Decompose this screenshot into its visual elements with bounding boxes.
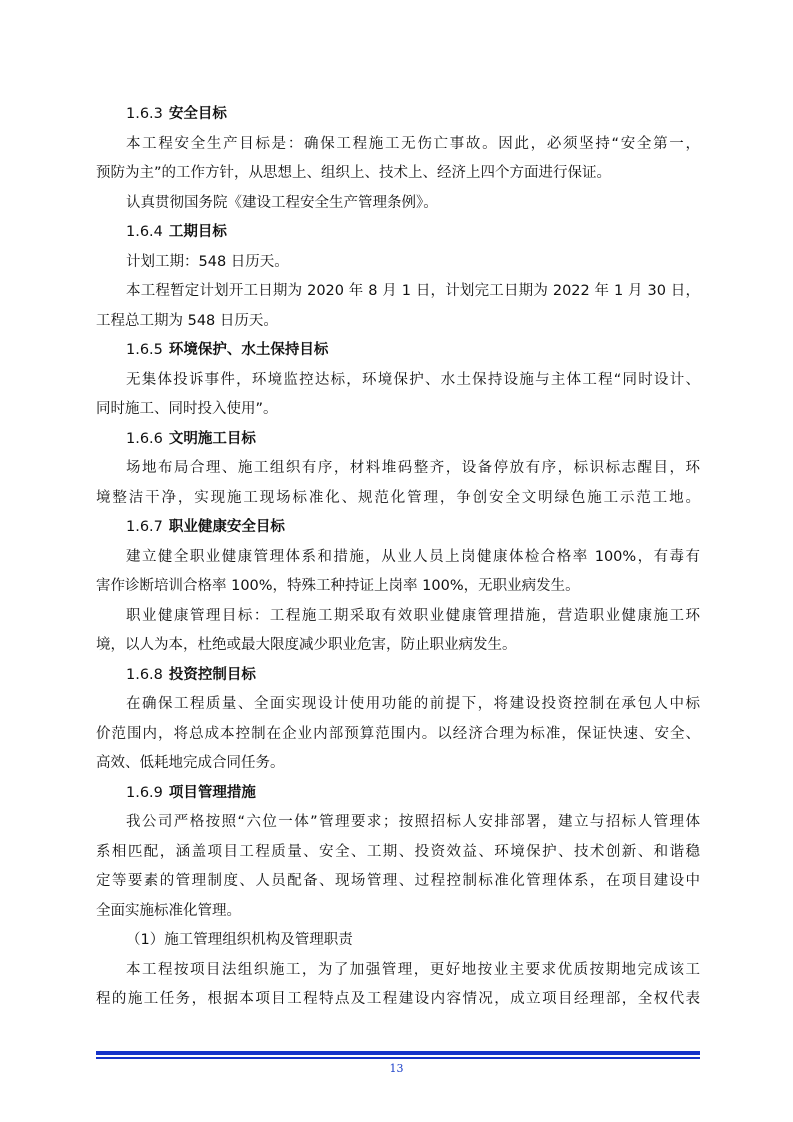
paragraph-line: 职业健康管理目标：工程施工期采取有效职业健康管理措施，营造职业健康施工环 bbox=[126, 607, 700, 624]
paragraph-line: 害作诊断培训合格率 100%，特殊工种持证上岗率 100%，无职业病发生。 bbox=[96, 578, 580, 594]
section-number: 1.6.6 bbox=[126, 430, 163, 447]
section-number: 1.6.7 bbox=[126, 519, 163, 535]
section-number: 1.6.5 bbox=[126, 342, 163, 358]
section-number: 1.6.3 bbox=[126, 106, 163, 122]
paragraph-line: 建立健全职业健康管理体系和措施，从业人员上岗健康体检合格率 100%，有毒有 bbox=[126, 548, 700, 565]
section-title: 环境保护、水土保持目标 bbox=[168, 342, 329, 358]
paragraph-line: 认真贯彻国务院《建设工程安全生产管理条例》。 bbox=[126, 194, 438, 211]
section-heading-1-6-4 bbox=[96, 218, 700, 248]
paragraph-line: 无集体投诉事件，环境监控达标，环境保护、水土保持设施与主体工程“同时设计、 bbox=[126, 371, 700, 388]
section-heading-1-6-7 bbox=[96, 513, 700, 543]
footer-rule-thick bbox=[96, 1051, 700, 1055]
section-heading-1-6-5 bbox=[96, 336, 700, 366]
footer-rule-thin bbox=[96, 1057, 700, 1059]
paragraph-line: 境整洁干净，实现施工现场标准化、规范化管理，争创安全文明绿色施工示范工地。 bbox=[96, 489, 700, 506]
document-body bbox=[96, 100, 700, 1015]
paragraph-line: 价范围内，将总成本控制在企业内部预算范围内。以经济合理为标准，保证快速、安全、 bbox=[96, 725, 700, 742]
section-number: 1.6.4 bbox=[126, 224, 163, 240]
section-heading-1-6-8 bbox=[96, 661, 700, 691]
paragraph-line: 系相匹配，涵盖项目工程质量、安全、工期、投资效益、环境保护、技术创新、和谐稳 bbox=[96, 843, 700, 860]
section-title: 文明施工目标 bbox=[168, 430, 256, 447]
paragraph-line: 本工程暂定计划开工日期为 2020 年 8 月 1 日，计划完工日期为 2022 年 1 月 30 日， bbox=[126, 283, 700, 299]
section-title: 项目管理措施 bbox=[168, 784, 256, 801]
paragraph-line: 本工程按项目法组织施工，为了加强管理，更好地按业主要求优质按期地完成该工 bbox=[126, 961, 700, 978]
subsection-heading: （1）施工管理组织机构及管理职责 bbox=[126, 932, 353, 948]
section-title: 职业健康安全目标 bbox=[168, 519, 285, 535]
section-title: 安全目标 bbox=[168, 106, 227, 122]
paragraph-line: 高效、低耗地完成合同任务。 bbox=[96, 755, 285, 771]
paragraph-line: 全面实施标准化管理。 bbox=[96, 902, 241, 919]
paragraph-line: 定等要素的管理制度、人员配备、现场管理、过程控制标准化管理体系，在项目建设中 bbox=[96, 873, 700, 889]
paragraph-line: 本工程安全生产目标是：确保工程施工无伤亡事故。因此，必须坚持“安全第一， bbox=[126, 135, 700, 152]
paragraph-line: 工程总工期为 548 日历天。 bbox=[96, 312, 278, 329]
paragraph-line: 场地布局合理、施工组织有序，材料堆码整齐，设备停放有序，标识标志醒目，环 bbox=[126, 460, 700, 476]
section-heading-1-6-6 bbox=[96, 425, 700, 455]
paragraph-line: 计划工期：548 日历天。 bbox=[126, 253, 289, 270]
section-number: 1.6.8 bbox=[126, 666, 163, 683]
paragraph-line: 同时施工、同时投入使用”。 bbox=[96, 401, 278, 417]
page-number: 13 bbox=[389, 1062, 404, 1075]
paragraph-line: 预防为主”的工作方针，从思想上、组织上、技术上、经济上四个方面进行保证。 bbox=[96, 165, 612, 181]
paragraph-line: 在确保工程质量、全面实现设计使用功能的前提下，将建设投资控制在承包人中标 bbox=[126, 696, 700, 712]
section-title: 工期目标 bbox=[168, 224, 227, 240]
section-heading-1-6-9 bbox=[96, 779, 700, 809]
section-heading-1-6-3 bbox=[96, 100, 700, 130]
paragraph-line: 程的施工任务，根据本项目工程特点及工程建设内容情况，成立项目经理部，全权代表 bbox=[96, 991, 700, 1007]
paragraph-line: 我公司严格按照“六位一体”管理要求；按照招标人安排部署，建立与招标人管理体 bbox=[126, 814, 700, 830]
section-title: 投资控制目标 bbox=[168, 666, 256, 683]
paragraph-line: 境，以人为本，杜绝或最大限度减少职业危害，防止职业病发生。 bbox=[96, 637, 517, 653]
section-number: 1.6.9 bbox=[126, 784, 163, 801]
